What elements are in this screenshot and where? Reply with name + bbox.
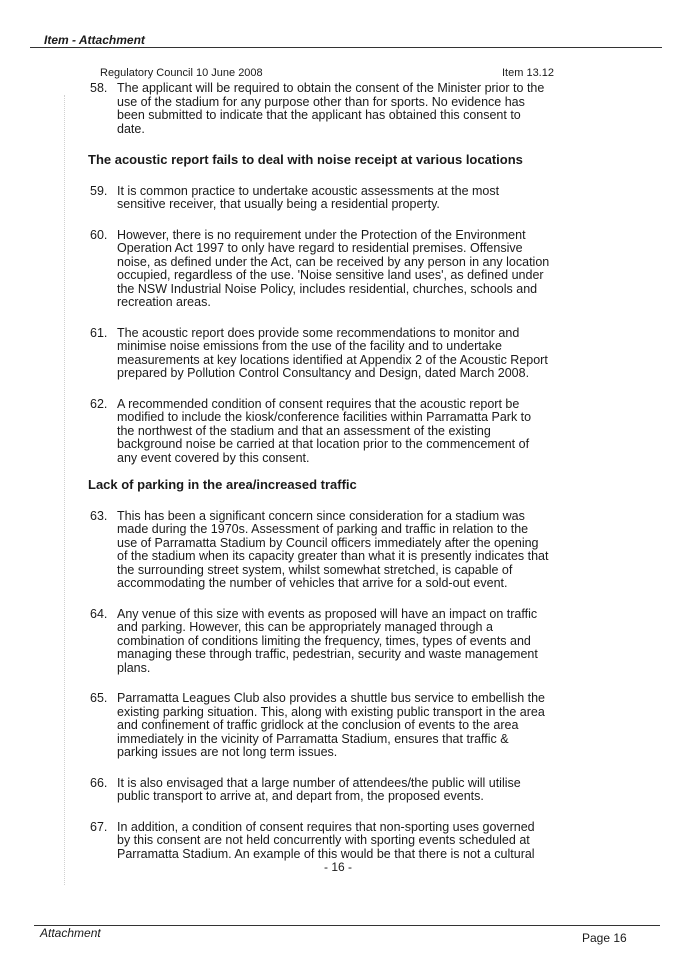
paragraph-63: [90, 510, 550, 591]
paragraph-number: 66.: [90, 775, 108, 790]
paragraph-text: It is common practice to undertake acoustic assessments at the most sensitive receiver, that usually being a residential property.: [117, 183, 500, 211]
header-divider: [30, 47, 662, 48]
paragraph-text: The applicant will be required to obtain the consent of the Minister prior to the use of the stadium for any purpose other than for sports. No evidence has been submitted to indicate that the applicant has obtained this consent to date.: [117, 81, 545, 136]
paragraph-59: [90, 185, 550, 212]
paragraph-number: 58.: [90, 81, 108, 95]
paragraph-number: 61.: [90, 325, 108, 340]
paragraph-64: [90, 608, 550, 676]
page-header-title: Item - Attachment: [44, 33, 145, 47]
paragraph-text: Any venue of this size with events as proposed will have an impact on traffic and parking. However, this can be appropriately managed through a combination of conditions limiting the frequency, times, types of events and managing these through traffic, pedestrian, security and waste management plans.: [117, 606, 538, 675]
paragraph-text: Parramatta Leagues Club also provides a shuttle bus service to embellish the existing parking situation. This, along with existing public transport in the area and confinement of traffic gridlock at the conclusion of events to the area immediately in the vicinity of Parramatta Stadium, ensures that traffic & parking issues are not long term issues.: [117, 691, 546, 759]
paragraph-66: [90, 777, 550, 804]
paragraph-67: [90, 821, 550, 862]
document-body: [90, 82, 550, 878]
paragraph-text: A recommended condition of consent requires that the acoustic report be modified to include the kiosk/conference facilities within Parramatta Park to the northwest of the stadium and that an assessment of the existing background noise be carried at that location prior to the commencement of any event covered by this consent.: [117, 396, 532, 465]
paragraph-58: [90, 82, 550, 136]
paragraph-text: In addition, a condition of consent requires that non-sporting uses governed by this consent are not held concurrently with sporting events scheduled at Parramatta Stadium. An example of this would be that there is not a cultural: [117, 819, 535, 861]
paragraph-65: [90, 692, 550, 760]
item-number: Item 13.12: [502, 67, 554, 79]
paragraph-number: 64.: [90, 606, 108, 621]
page-number: - 16 -: [323, 860, 352, 874]
footer-page-label: Page 16: [582, 931, 627, 945]
paragraph-number: 67.: [90, 819, 108, 834]
section-heading-acoustic: The acoustic report fails to deal with noise receipt at various locations: [88, 152, 523, 167]
paragraph-60: [90, 229, 550, 310]
paragraph-number: 60.: [90, 227, 108, 242]
paragraph-text: However, there is no requirement under the Protection of the Environment Operation Act 1997 to only have regard to residential premises. Offensive noise, as defined under the Act, can be received by any person in any location occupied, regardless of the use. 'Noise sensitive land uses', as defined under the NSW Industrial Noise Policy, includes residential, churches, schools and recreation areas.: [117, 227, 550, 309]
paragraph-text: The acoustic report does provide some recommendations to monitor and minimise noise emissions from the use of the facility and to undertake measurements at key locations identified at Appendix 2 of the Acoustic Report prepared by Pollution Control Consultancy and Design, dated March 2008.: [117, 325, 548, 380]
paragraph-62: [90, 398, 550, 466]
paragraph-text: It is also envisaged that a large number of attendees/the public will utilise public transport to arrive at, and depart from, the proposed events.: [117, 775, 521, 803]
paragraph-number: 63.: [90, 508, 108, 523]
footer-attachment-label: Attachment: [40, 926, 101, 940]
paragraph-number: 62.: [90, 396, 108, 411]
section-heading-parking: Lack of parking in the area/increased traffic: [88, 477, 357, 492]
paragraph-number: 65.: [90, 691, 108, 705]
footer-divider: [34, 925, 660, 926]
paragraph-text: This has been a significant concern since consideration for a stadium was made during the 1970s. Assessment of parking and traffic in relation to the use of Parramatta Stadium by Council officers immediately after the opening of the stadium when its capacity greater than what it is presently indicates that the surrounding street system, whilst somewhat stretched, is capable of accommodating the number of vehicles that arrive for a sold-out event.: [117, 508, 549, 590]
meeting-label: Regulatory Council 10 June 2008: [100, 67, 263, 79]
paragraph-61: [90, 327, 550, 381]
paragraph-number: 59.: [90, 183, 108, 198]
margin-guide: [64, 95, 65, 885]
